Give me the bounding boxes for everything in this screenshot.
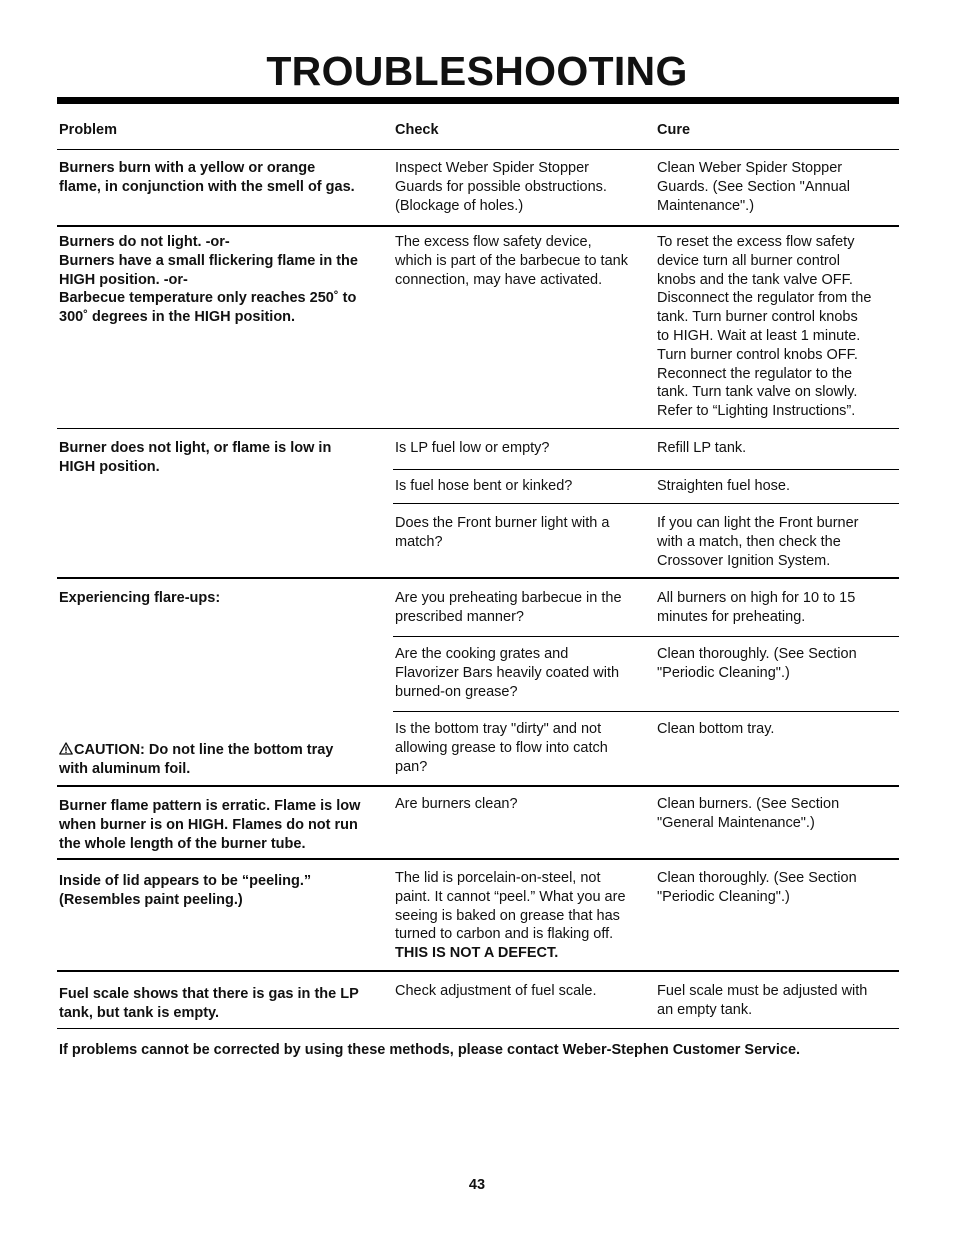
check-cell: Are the cooking grates and Flavorizer Bars heavily coated with burned-on grease? <box>395 646 620 700</box>
page-number: 43 <box>468 1177 486 1193</box>
check-cell: Are you preheating barbecue in the prescribed manner? <box>395 590 622 625</box>
row-divider <box>57 785 899 787</box>
row-divider <box>57 858 899 860</box>
check-cell: Is the bottom tray "dirty" and not allowing grease to flow into catch pan? <box>395 721 608 775</box>
check-cell: The lid is porcelain-on-steel, not paint. It cannot “peel.” What you are seeing is baked on grease that has turned to carbon and is flaking off. THIS IS NOT A DEFECT. <box>395 869 650 963</box>
title-underline <box>57 97 899 104</box>
check-cell: Check adjustment of fuel scale. <box>395 983 597 999</box>
cure-cell: If you can light the Front burner with a match, then check the Crossover Ignition System. <box>657 515 859 569</box>
problem-cell: Burners do not light. -or- Burners have a small flickering flame in the HIGH position. -or- Barbecue temperature only reaches 250˚ to 300˚ degrees in the HIGH position. <box>59 234 358 326</box>
cure-cell: Clean Weber Spider Stopper Guards. (See Section "Annual Maintenance".) <box>657 160 850 214</box>
row-divider <box>57 577 899 579</box>
sub-row-divider <box>393 503 899 504</box>
row-divider <box>57 225 899 227</box>
not-a-defect-note: THIS IS NOT A DEFECT. <box>395 945 559 962</box>
cure-cell: Refill LP tank. <box>657 440 747 456</box>
check-cell: Are burners clean? <box>395 796 518 812</box>
problem-cell: Burner does not light, or flame is low in HIGH position. <box>59 440 332 475</box>
cure-cell: Clean bottom tray. <box>657 721 775 737</box>
problem-cell: Inside of lid appears to be “peeling.” (Resembles paint peeling.) <box>59 873 312 908</box>
cure-cell: Fuel scale must be adjusted with an empty tank. <box>657 983 868 1018</box>
problem-cell: Burners burn with a yellow or orange flame, in conjunction with the smell of gas. <box>59 160 355 195</box>
problem-cell: Fuel scale shows that there is gas in the LP tank, but tank is empty. <box>59 986 359 1021</box>
row-divider <box>57 970 899 972</box>
table-bottom-rule <box>57 1028 899 1029</box>
cure-cell: All burners on high for 10 to 15 minutes for preheating. <box>657 590 856 625</box>
check-cell: The excess flow safety device, which is part of the barbecue to tank connection, may have activated. <box>395 234 628 288</box>
header-divider <box>57 149 899 150</box>
check-cell: Inspect Weber Spider Stopper Guards for possible obstructions. (Blockage of holes.) <box>395 160 607 214</box>
problem-cell: Experiencing flare-ups: <box>59 590 221 606</box>
cure-cell: Clean thoroughly. (See Section "Periodic Cleaning".) <box>657 870 857 905</box>
footer-note: If problems cannot be corrected by using these methods, please contact Weber-Stephen Customer Service. <box>59 1042 801 1058</box>
check-cell: Is LP fuel low or empty? <box>395 440 550 456</box>
header-cure: Cure <box>657 122 691 138</box>
header-check: Check <box>395 122 439 138</box>
sub-row-divider <box>393 636 899 637</box>
check-cell: Is fuel hose bent or kinked? <box>395 478 573 494</box>
caution-note: CAUTION: Do not line the bottom tray with aluminum foil. <box>59 742 334 777</box>
cure-cell: Clean burners. (See Section "General Maintenance".) <box>657 796 840 831</box>
check-cell: Does the Front burner light with a match? <box>395 515 610 550</box>
header-problem: Problem <box>59 122 118 138</box>
cure-cell: To reset the excess flow safety device turn all burner control knobs and the tank valve OFF. Disconnect the regulator from the tank. Turn burner control knobs to HIGH. Wait at least 1 minute. Turn burner control knobs OFF. Reconnect the regulator to the tank. Turn tank valve on slowly. Refer to “Lighting Instructions”. <box>657 234 872 420</box>
cure-cell: Clean thoroughly. (See Section "Periodic Cleaning".) <box>657 646 857 681</box>
sub-row-divider <box>393 711 899 712</box>
problem-cell: Burner flame pattern is erratic. Flame is low when burner is on HIGH. Flames do not run the whole length of the burner tube. <box>59 798 361 852</box>
row-divider <box>57 428 899 429</box>
caution-triangle-icon <box>59 742 73 755</box>
cure-cell: Straighten fuel hose. <box>657 478 791 494</box>
sub-row-divider <box>393 469 899 470</box>
page-title: TROUBLESHOOTING <box>266 48 688 94</box>
